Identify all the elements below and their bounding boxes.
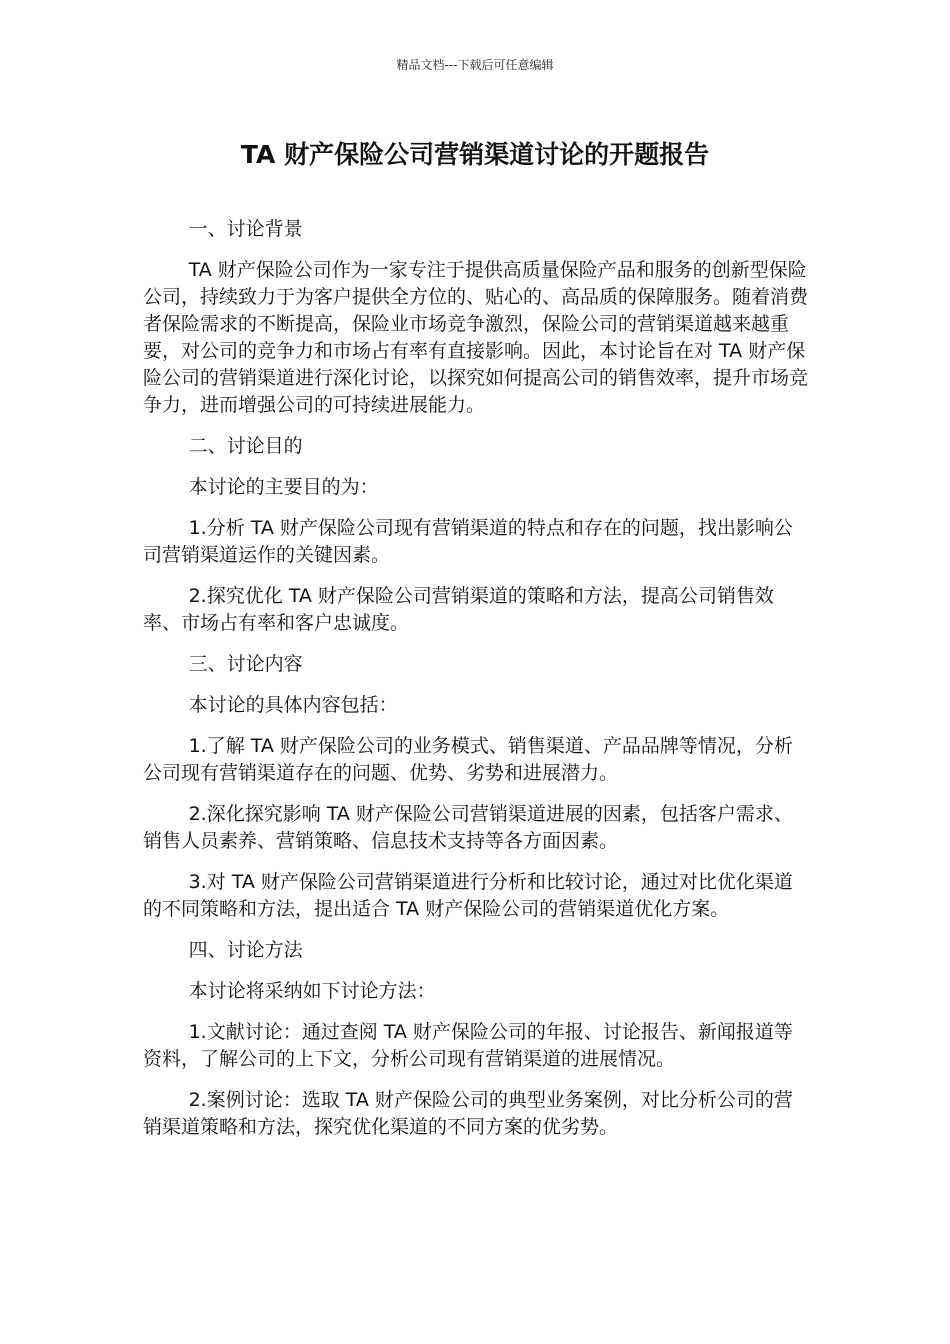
paragraph-methods-intro: 本讨论将采纳如下讨论方法： xyxy=(188,980,436,1002)
list-item-purpose-2: 2.探究优化 TA 财产保险公司营销渠道的策略和方法，提高公司销售效率、市场占有率和客户忠诚度。 xyxy=(143,585,774,634)
document-title: TA 财产保险公司营销渠道讨论的开题报告 xyxy=(240,140,710,169)
list-item-methods-1: 1.文献讨论：通过查阅 TA 财产保险公司的年报、讨论报告、新闻报道等资料，了解公司的上下文，分析公司现有营销渠道的进展情况。 xyxy=(143,1021,793,1070)
list-item-content-2: 2.深化探究影响 TA 财产保险公司营销渠道进展的因素，包括客户需求、销售人员素养、营销策略、信息技术支持等各方面因素。 xyxy=(143,803,793,852)
paragraph-purpose-intro: 本讨论的主要目的为： xyxy=(188,476,379,498)
list-item-content-3: 3.对 TA 财产保险公司营销渠道进行分析和比较讨论，通过对比优化渠道的不同策略和方法，提出适合 TA 财产保险公司的营销渠道优化方案。 xyxy=(143,871,793,920)
paragraph-background: TA 财产保险公司作为一家专注于提供高质量保险产品和服务的创新型保险公司，持续致力于为客户提供全方位的、贴心的、高品质的保障服务。随着消费者保险需求的不断提高，保险业市场竞争激烈，保险公司的营销渠道越来越重要，对公司的竞争力和市场占有率有直接影响。因此，本讨论旨在对 TA 财产保险公司的营销渠道进行深化讨论，以探究如何提高公司的销售效率，提升市场竞争力，进而增强公司的可持续进展能力。 xyxy=(143,259,809,416)
list-item-content-1: 1.了解 TA 财产保险公司的业务模式、销售渠道、产品品牌等情况，分析公司现有营销渠道存在的问题、优势、劣势和进展潜力。 xyxy=(143,735,793,784)
document-body xyxy=(143,216,808,1155)
paragraph-content-intro: 本讨论的具体内容包括： xyxy=(188,694,398,716)
section-heading-methods: 四、讨论方法 xyxy=(188,939,303,961)
page-header-watermark: 精品文档---下载后可任意编辑 xyxy=(396,58,554,72)
list-item-purpose-1: 1.分析 TA 财产保险公司现有营销渠道的特点和存在的问题，找出影响公司营销渠道运作的关键因素。 xyxy=(143,517,793,566)
section-heading-content: 三、讨论内容 xyxy=(188,653,303,675)
section-heading-purpose: 二、讨论目的 xyxy=(188,435,303,457)
section-heading-background: 一、讨论背景 xyxy=(188,218,303,240)
list-item-methods-2: 2.案例讨论：选取 TA 财产保险公司的典型业务案例，对比分析公司的营销渠道策略和方法，探究优化渠道的不同方案的优劣势。 xyxy=(143,1089,793,1138)
